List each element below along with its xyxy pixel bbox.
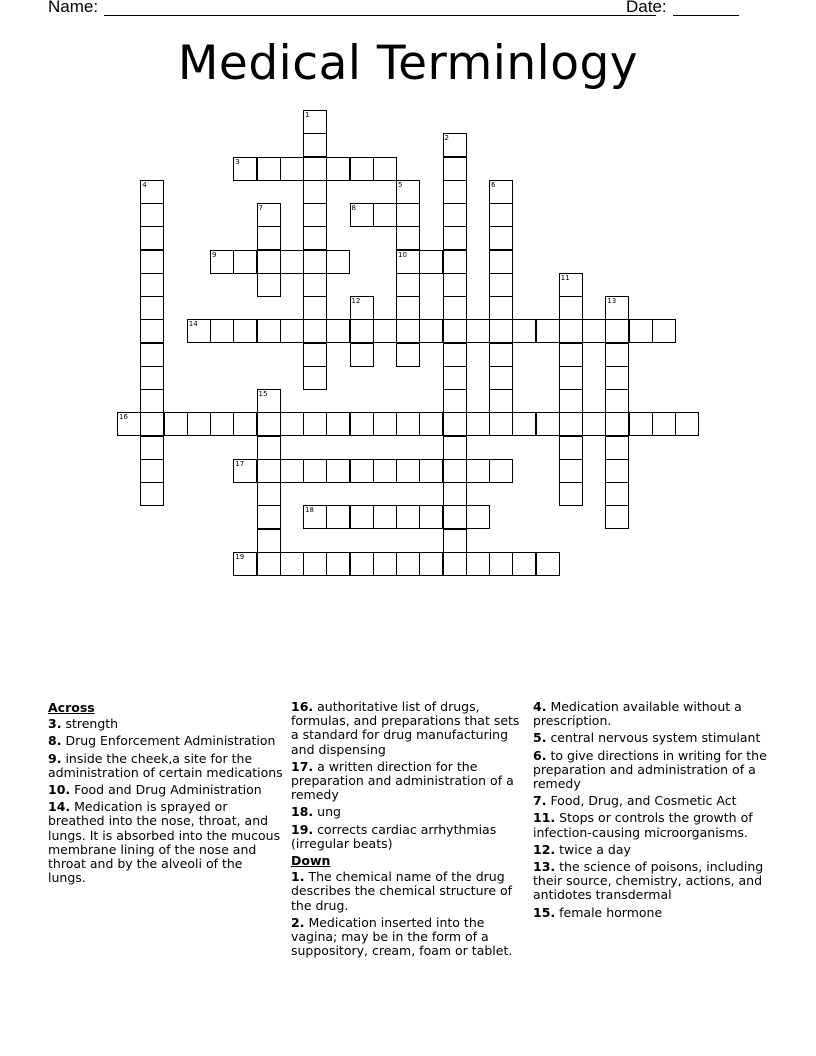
clue-across-10 [48,783,284,797]
clue-down-1 [291,870,527,913]
grid-cell[interactable] [629,412,653,436]
grid-cell[interactable] [605,343,629,367]
clues-column-2 [291,700,527,961]
clue-number: 14. [48,799,71,815]
grid-cell[interactable] [140,319,164,343]
grid-cell[interactable] [140,366,164,390]
grid-cell[interactable] [326,505,350,529]
grid-cell[interactable] [326,319,350,343]
grid-cell[interactable] [559,343,583,367]
clues-column-1 [48,700,284,888]
clue-number: 18. [291,804,314,820]
clue-across-16 [291,700,527,757]
grid-cell[interactable] [419,459,443,483]
grid-cell[interactable] [489,180,513,204]
grid-cell[interactable] [140,343,164,367]
grid-cell[interactable] [303,226,327,250]
clue-number-label: 15 [258,390,268,398]
grid-cell[interactable] [396,250,420,274]
grid-cell[interactable] [605,436,629,460]
grid-cell[interactable] [605,296,629,320]
grid-cell[interactable] [559,366,583,390]
clue-across-14 [48,800,284,885]
clue-text: corrects cardiac arrhythmias (irregular beats) [291,821,497,851]
grid-cell[interactable] [559,459,583,483]
clue-text: the science of poisons, including their source, chemistry, actions, and antidotes transdermal [533,859,764,903]
grid-cell[interactable] [233,552,257,576]
clue-across-18 [291,805,527,819]
clue-number: 5. [533,730,547,746]
grid-cell[interactable] [419,319,443,343]
clue-text: Food and Drug Administration [74,782,262,798]
grid-cell[interactable] [233,157,257,181]
grid-cell[interactable] [140,203,164,227]
grid-cell[interactable] [512,552,536,576]
grid-cell[interactable] [605,389,629,413]
grid-cell[interactable] [489,412,513,436]
grid-cell[interactable] [164,412,188,436]
clue-text: female hormone [559,904,663,920]
grid-cell[interactable] [396,226,420,250]
grid-cell[interactable] [559,319,583,343]
grid-cell[interactable] [559,482,583,506]
clue-down-4 [533,700,769,728]
down-heading: Down [291,853,331,869]
clue-number-label: 5 [398,180,403,189]
grid-cell[interactable] [350,412,374,436]
clue-number-label: 14 [188,320,198,329]
clue-down-7 [533,794,769,808]
grid-cell[interactable] [140,296,164,320]
grid-cell[interactable] [233,412,257,436]
grid-cell[interactable] [489,389,513,413]
grid-cell[interactable] [326,157,350,181]
clue-number-label: 17 [235,459,245,468]
grid-cell[interactable] [652,412,676,436]
grid-cell[interactable] [559,296,583,320]
clue-number: 15. [533,904,556,920]
clue-number: 9. [48,750,62,766]
grid-cell[interactable] [489,319,513,343]
grid-cell[interactable] [396,412,420,436]
clue-down-2 [291,916,527,959]
clue-down-11 [533,811,769,839]
grid-cell[interactable] [303,250,327,274]
grid-cell[interactable] [140,436,164,460]
grid-cell[interactable] [257,482,281,506]
grid-cell[interactable] [373,319,397,343]
grid-cell[interactable] [326,250,350,274]
clue-down-12 [533,843,769,857]
grid-cell[interactable] [443,436,467,460]
grid-cell[interactable] [396,552,420,576]
grid-cell[interactable] [489,250,513,274]
grid-cell[interactable] [257,389,281,413]
grid-cell[interactable] [280,412,304,436]
clue-text: Stops or controls the growth of infection-causing microorganisms. [533,810,753,840]
grid-cell[interactable] [280,552,304,576]
grid-cell[interactable] [326,459,350,483]
grid-cell[interactable] [605,482,629,506]
grid-cell[interactable] [489,552,513,576]
grid-cell[interactable] [303,273,327,297]
grid-cell[interactable] [396,343,420,367]
grid-cell[interactable] [373,203,397,227]
clue-number-label: 2 [444,134,449,143]
grid-cell[interactable] [605,459,629,483]
grid-cell[interactable] [396,459,420,483]
grid-cell[interactable] [280,459,304,483]
grid-cell[interactable] [350,157,374,181]
grid-cell[interactable] [489,296,513,320]
grid-cell[interactable] [303,505,327,529]
clue-number-label: 10 [398,250,407,259]
grid-cell[interactable] [257,552,281,576]
clue-number-label: 19 [235,552,245,561]
grid-cell[interactable] [257,436,281,460]
grid-cell[interactable] [303,552,327,576]
grid-cell[interactable] [419,552,443,576]
grid-cell[interactable] [443,389,467,413]
grid-cell[interactable] [210,412,234,436]
clue-number-label: 4 [142,180,147,189]
clue-number: 19. [291,821,314,837]
clue-number-label: 6 [491,180,496,189]
grid-cell[interactable] [140,180,164,204]
grid-cell[interactable] [605,366,629,390]
grid-cell[interactable] [629,319,653,343]
grid-cell[interactable] [280,250,304,274]
clue-text: a written direction for the preparation and administration of a remedy [291,758,514,803]
clues-column-3 [533,700,769,923]
grid-cell[interactable] [466,319,490,343]
grid-cell[interactable] [443,459,467,483]
grid-cell[interactable] [443,296,467,320]
clue-number: 7. [533,793,547,809]
name-label: Name: [48,0,99,16]
clue-down-13 [533,860,769,903]
clue-across-17 [291,760,527,803]
clue-number: 11. [533,810,556,826]
grid-cell[interactable] [443,366,467,390]
clue-text: central nervous system stimulant [550,730,761,746]
grid-cell[interactable] [396,203,420,227]
grid-cell[interactable] [187,412,211,436]
grid-cell[interactable] [326,412,350,436]
clue-number: 16. [291,699,314,714]
grid-cell[interactable] [140,459,164,483]
clue-number: 6. [533,747,547,763]
grid-cell[interactable] [396,273,420,297]
grid-cell[interactable] [396,296,420,320]
grid-cell[interactable] [303,110,327,134]
clue-text: twice a day [559,841,631,857]
clue-text: authoritative list of drugs, formulas, and preparations that sets a standard for drug manufacturing and dispensing [291,699,520,757]
grid-cell[interactable] [373,552,397,576]
grid-cell[interactable] [303,366,327,390]
grid-cell[interactable] [373,157,397,181]
grid-cell[interactable] [303,133,327,157]
clue-across-9 [48,752,284,780]
clue-number: 4. [533,699,547,714]
clue-number: 10. [48,782,71,798]
grid-cell[interactable] [233,319,257,343]
grid-cell[interactable] [140,412,164,436]
grid-cell[interactable] [466,459,490,483]
grid-cell[interactable] [303,157,327,181]
clue-number-label: 12 [351,297,361,305]
grid-cell[interactable] [257,412,281,436]
clue-number-label: 13 [607,297,617,305]
clue-text: Medication inserted into the vagina; may be in the form of a suppository, cream, foam or tablet. [291,914,513,959]
clue-across-8 [48,734,284,748]
grid-cell[interactable] [489,273,513,297]
date-label: Date: [626,0,667,16]
grid-cell[interactable] [303,296,327,320]
grid-cell[interactable] [140,482,164,506]
grid-cell[interactable] [559,412,583,436]
grid-cell[interactable] [257,157,281,181]
clue-across-3 [48,717,284,731]
grid-cell[interactable] [419,250,443,274]
grid-cell[interactable] [140,273,164,297]
grid-cell[interactable] [443,273,467,297]
grid-cell[interactable] [675,412,699,436]
grid-cell[interactable] [396,319,420,343]
grid-cell[interactable] [536,552,560,576]
grid-cell[interactable] [512,319,536,343]
clue-text: Medication is sprayed or breathed into the nose, throat, and lungs. It is absorbed into the mucous membrane lining of the nose and throat and by the alveoli of the lungs. [48,799,281,886]
grid-cell[interactable] [257,459,281,483]
grid-cell[interactable] [350,296,374,320]
grid-cell[interactable] [303,319,327,343]
grid-cell[interactable] [443,133,467,157]
grid-cell[interactable] [210,319,234,343]
grid-cell[interactable] [210,250,234,274]
grid-cell[interactable] [443,412,467,436]
grid-cell[interactable] [443,505,467,529]
grid-cell[interactable] [350,203,374,227]
clue-number: 17. [291,758,314,774]
clue-number-label: 16 [119,413,128,422]
clue-number: 2. [291,914,305,930]
grid-cell[interactable] [652,319,676,343]
grid-cell[interactable] [303,343,327,367]
grid-cell[interactable] [489,366,513,390]
clue-number-label: 18 [305,506,314,515]
grid-cell[interactable] [582,319,606,343]
clue-number-label: 3 [235,157,240,166]
grid-cell[interactable] [536,319,560,343]
grid-cell[interactable] [443,226,467,250]
clue-number-label: 9 [212,250,217,259]
grid-cell[interactable] [466,412,490,436]
clue-text: Medication available without a prescription. [533,699,742,729]
grid-cell[interactable] [257,226,281,250]
clue-down-5 [533,731,769,745]
clue-text: to give directions in writing for the preparation and administration of a remedy [533,747,767,792]
clue-text: Drug Enforcement Administration [65,733,276,749]
grid-cell[interactable] [443,319,467,343]
grid-cell[interactable] [140,389,164,413]
clue-down-6 [533,749,769,792]
clue-number-label: 7 [258,204,263,212]
grid-cell[interactable] [257,273,281,297]
grid-cell[interactable] [466,552,490,576]
clue-number-label: 11 [560,273,570,282]
grid-cell[interactable] [512,412,536,436]
grid-cell[interactable] [443,343,467,367]
grid-cell[interactable] [140,226,164,250]
clue-number: 1. [291,869,305,885]
clue-text: ung [317,804,341,820]
grid-cell[interactable] [373,459,397,483]
grid-cell[interactable] [443,552,467,576]
grid-cell[interactable] [350,505,374,529]
grid-cell[interactable] [373,505,397,529]
clue-text: Food, Drug, and Cosmetic Act [550,793,737,809]
clue-number-label: 8 [351,204,356,212]
clue-number: 8. [48,733,62,749]
grid-cell[interactable] [489,226,513,250]
grid-cell[interactable] [605,319,629,343]
grid-cell[interactable] [443,529,467,553]
grid-cell[interactable] [605,505,629,529]
clue-number-label: 1 [305,111,310,119]
clue-text: strength [65,716,119,732]
grid-cell[interactable] [489,343,513,367]
grid-cell[interactable] [280,319,304,343]
clue-across-19 [291,823,527,851]
grid-cell[interactable] [443,157,467,181]
grid-cell[interactable] [443,482,467,506]
grid-cell[interactable] [303,180,327,204]
grid-cell[interactable] [350,459,374,483]
grid-cell[interactable] [280,157,304,181]
clue-number: 13. [533,859,556,875]
grid-cell[interactable] [140,250,164,274]
clue-number: 3. [48,716,62,732]
grid-cell[interactable] [373,412,397,436]
grid-cell[interactable] [257,250,281,274]
grid-cell[interactable] [117,412,141,436]
grid-cell[interactable] [350,319,374,343]
grid-cell[interactable] [257,319,281,343]
clue-down-15 [533,906,769,920]
grid-cell[interactable] [419,505,443,529]
grid-cell[interactable] [489,203,513,227]
grid-cell[interactable] [233,459,257,483]
page-title: Medical Terminlogy [177,36,639,91]
grid-cell[interactable] [350,343,374,367]
grid-cell[interactable] [257,505,281,529]
clue-text: The chemical name of the drug describes the chemical structure of the drug. [291,869,513,913]
grid-cell[interactable] [489,459,513,483]
grid-cell[interactable] [559,273,583,297]
grid-cell[interactable] [605,412,629,436]
grid-cell[interactable] [303,412,327,436]
across-heading: Across [48,700,95,715]
grid-cell[interactable] [257,203,281,227]
grid-cell[interactable] [303,203,327,227]
clue-text: inside the cheek,a site for the administration of certain medications [48,750,283,780]
grid-cell[interactable] [582,412,606,436]
grid-cell[interactable] [559,389,583,413]
grid-cell[interactable] [187,319,211,343]
grid-cell[interactable] [350,552,374,576]
grid-cell[interactable] [396,505,420,529]
grid-cell[interactable] [257,529,281,553]
clue-number: 12. [533,841,556,857]
grid-cell[interactable] [419,412,443,436]
grid-cell[interactable] [443,203,467,227]
grid-cell[interactable] [396,180,420,204]
grid-cell[interactable] [443,250,467,274]
grid-cell[interactable] [443,180,467,204]
grid-cell[interactable] [466,505,490,529]
grid-cell[interactable] [233,250,257,274]
grid-cell[interactable] [559,436,583,460]
grid-cell[interactable] [303,459,327,483]
grid-cell[interactable] [536,412,560,436]
grid-cell[interactable] [326,552,350,576]
